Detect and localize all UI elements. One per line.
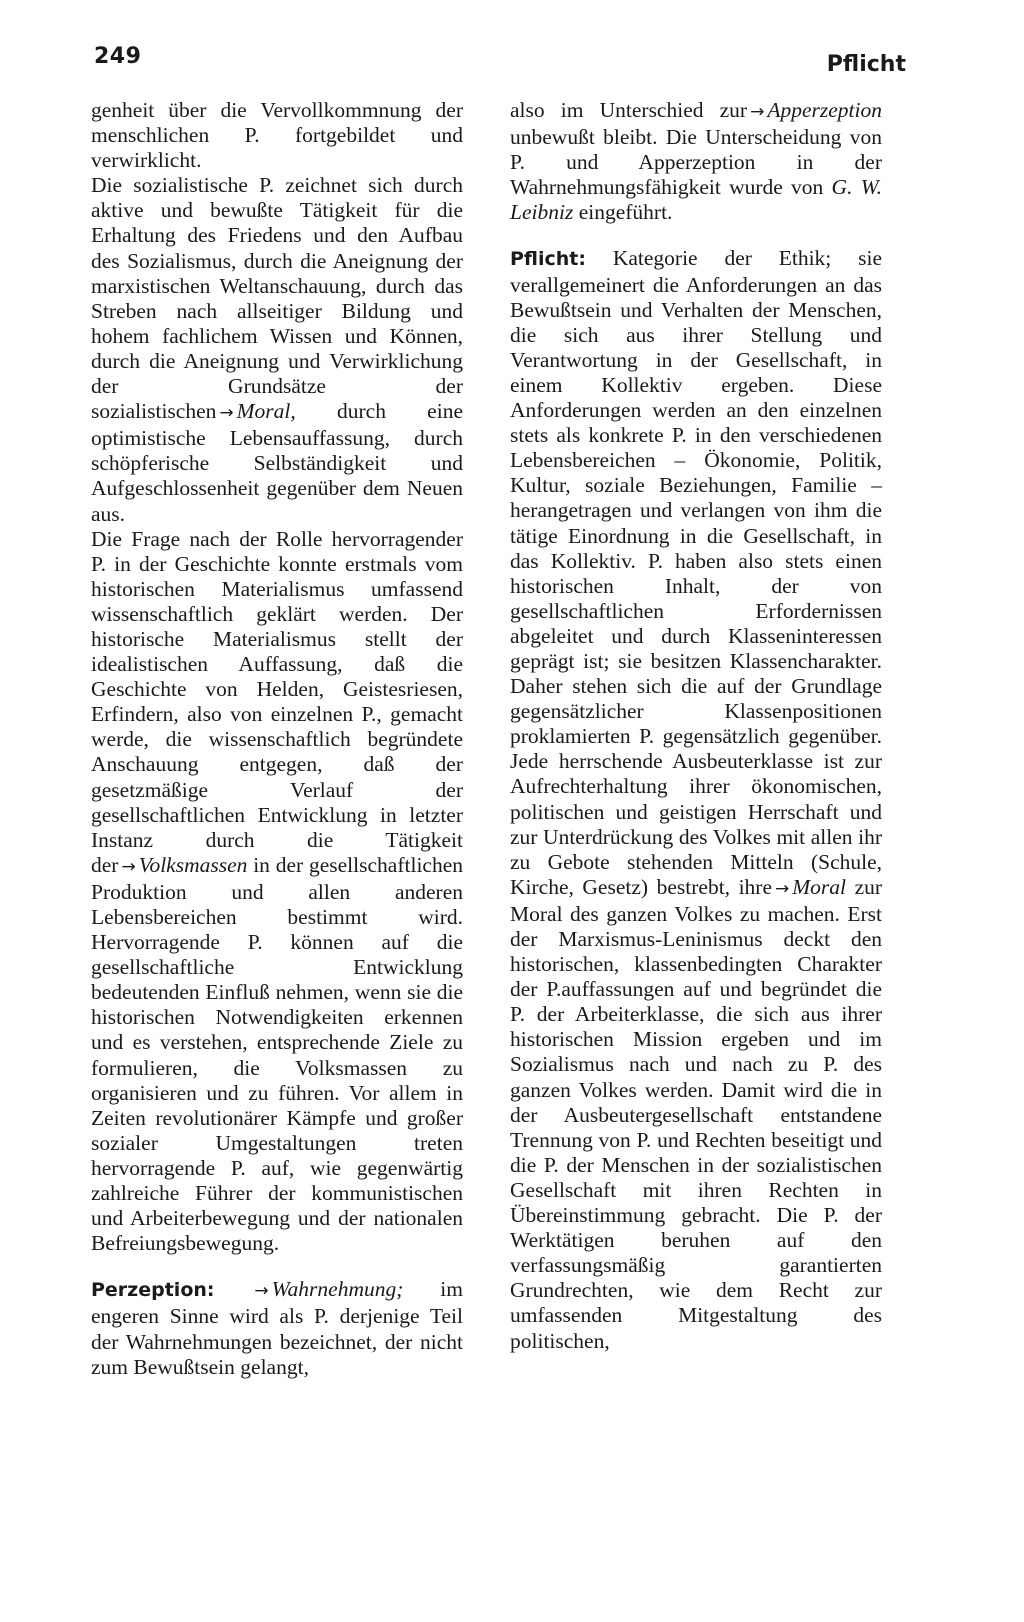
- headword-pflicht: Pflicht:: [510, 248, 586, 271]
- cross-reference-arrow-icon: →: [750, 102, 765, 122]
- headword-perzeption: Perzeption:: [91, 1279, 215, 1302]
- cross-reference-apperzeption[interactable]: Apperzeption: [767, 98, 882, 122]
- cross-reference-volksmassen[interactable]: Volksmassen: [138, 852, 248, 877]
- cross-reference-wahrnehmung[interactable]: Wahrnehmung;: [271, 1277, 404, 1302]
- cross-reference-arrow-icon: →: [219, 403, 234, 424]
- cross-reference-moral[interactable]: Moral,: [236, 399, 296, 424]
- paragraph-role-of-personalities: Die Frage nach der Rolle hervorragender P. in der Geschichte konnte erstmals vom historischen Materialismus umfassend wissenschaftlich geklärt werden. Der historische Materialismus stellt der idealistischen Auffassung, daß die Geschichte von Helden, Geistesriesen, Erfindern, also von einzelnen P., gemacht werde, die wissenschaftlich begründete Anschauung entgegen, daß der gesetzmäßige Verlauf der gesellschaftlichen Entwicklung in letzter Instanz durch die Tätigkeit der → Volksmassen in der gesellschaftlichen Produktion und allen anderen Lebensbereichen bestimmt wird. Hervorragende P. können auf die gesellschaftliche Entwicklung bedeutenden Einfluß nehmen, wenn sie die historischen Notwendigkeiten erkennen und es verstehen, entsprechende Ziele zu formulieren, die Volksmassen zu organisieren und zu führen. Vor allem in Zeiten revolutionärer Kämpfe und großer sozialer Umgestaltungen treten hervorragende P. auf, wie gegenwärtig zahlreiche Führer der kommunistischen und Arbeiterbewegung und der nationalen Befreiungsbewegung.: [91, 526, 463, 1256]
- cross-reference-arrow-icon: →: [254, 1281, 269, 1302]
- person-name-leibniz: G. W. Leibniz: [510, 175, 883, 225]
- page-number: 249: [94, 44, 142, 69]
- paragraph-perzeption-continuation: also im Unterschied zur → Apperzeption unbewußt bleibt. Die Unterscheidung von P. und Apperzeption in der Wahrnehmungsfähigkeit wurde von G. W. Leibniz eingeführt.: [510, 98, 883, 225]
- right-column: [510, 98, 882, 1354]
- cross-reference-moral[interactable]: Moral: [792, 874, 847, 899]
- left-column: [91, 98, 463, 1380]
- cross-reference-arrow-icon: →: [121, 856, 136, 877]
- cross-reference-arrow-icon: →: [775, 878, 790, 899]
- paragraph-socialist-personality: Die sozialistische P. zeichnet sich durch aktive und bewußte Tätigkeit für die Erhaltung des Friedens und den Aufbau des Sozialismus, durch die Aneignung der marxistischen Weltanschauung, durch das Streben nach allseitiger Bildung und hohem fachlichem Wissen und Können, durch die Aneignung und Verwirklichung der Grundsätze der sozialistischen → Moral, durch eine optimistische Lebensauffassung, durch schöpferische Selbständigkeit und Aufgeschlossenheit gegenüber dem Neuen aus.: [91, 173, 463, 526]
- running-head: Pflicht: [826, 52, 906, 77]
- entry-pflicht: Pflicht: Kategorie der Ethik; sie verallgemeinert die Anforderungen an das Bewußtsein und Verhalten der Menschen, die sich aus ihrer Stellung und Verantwortung in der Gesellschaft, in einem Kollektiv ergeben. Diese Anforderungen werden an den einzelnen stets als konkrete P. in den verschiedenen Lebensbereichen – Ökonomie, Politik, Kultur, soziale Beziehungen, Familie – herangetragen und verlangen von ihm die tätige Einordnung in die Gesellschaft, in das Kollektiv. P. haben also stets einen historischen Inhalt, der von gesellschaftlichen Erfordernissen abgeleitet und durch Klasseninteressen geprägt ist; sie besitzen Klassencharakter. Daher stehen sich die auf der Grundlage gegensätzlicher Klassenpositionen proklamierten P. gegensätzlich gegenüber. Jede herrschende Ausbeuterklasse ist zur Aufrechterhaltung ihrer ökonomischen, politischen und geistigen Herrschaft und zur Unterdrückung des Volkes mit allen ihr zu Gebote stehenden Mitteln (Schule, Kirche, Gesetz) bestrebt, ihre → Moral zur Moral des ganzen Volkes zu machen. Erst der Marxismus-Leninismus deckt den historischen, klassenbedingten Charakter der P.auffassungen auf und begründet die P. der Arbeiterklasse, die sich aus ihrer historischen Mission ergeben und im Sozialismus nach und nach zu P. des ganzen Volkes werden. Damit wird die in der Ausbeutergesellschaft entstandene Trennung von P. und Rechten beseitigt und die P. der Menschen in der sozialistischen Gesellschaft mit ihren Rechten in Übereinstimmung gebracht. Die P. der Werktätigen beruhen auf den verfassungsmäßig garantierten Grundrechten, wie dem Recht zur umfassenden Mitgestaltung des politischen,: [510, 246, 883, 1353]
- paragraph-continuation: genheit über die Vervollkommnung der menschlichen P. fortgebildet und verwirklicht.: [91, 98, 463, 173]
- entry-perzeption: Perzeption: → Wahrnehmung; im engeren Sinne wird als P. derjenige Teil der Wahrnehmungen bezeichnet, der nicht zum Bewußtsein gelangt,: [91, 1277, 463, 1379]
